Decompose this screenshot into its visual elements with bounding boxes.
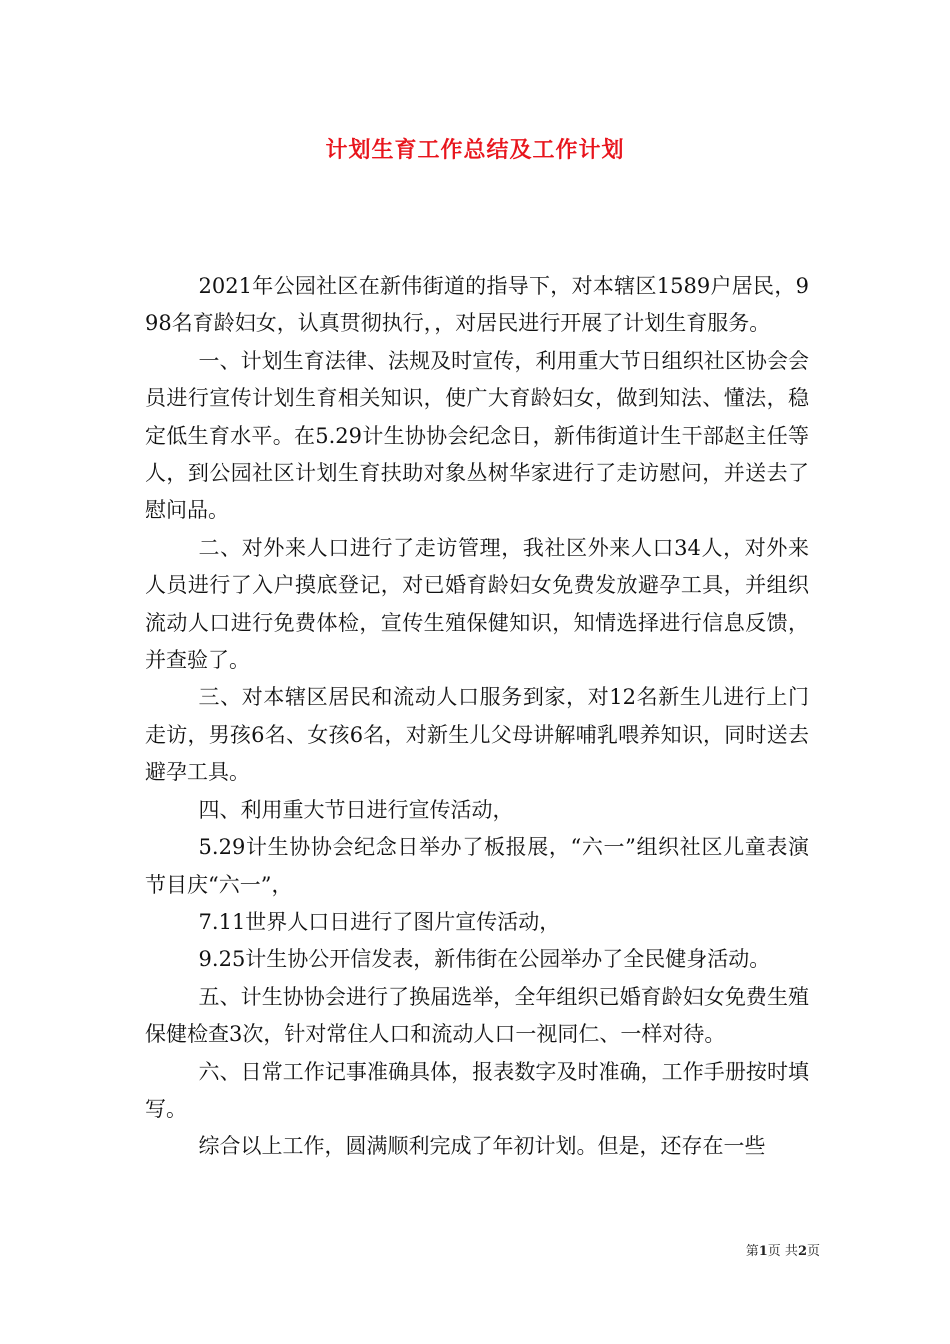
footer-prefix: 第 — [745, 1244, 759, 1259]
document-body — [145, 268, 809, 1166]
paragraph-summary: 综合以上工作，圆满顺利完成了年初计划。但是，还存在一些 — [198, 1134, 766, 1159]
document-title: 计划生育工作总结及工作计划 — [325, 137, 625, 163]
footer-current-page: 1 — [758, 1244, 768, 1259]
paragraph-event-711: 7.11世界人口日进行了图片宣传活动， — [198, 909, 561, 934]
paragraph-intro: 2021年公园社区在新伟街道的指导下，对本辖区1589户居民，998名育龄妇女，认真贯彻执行，，对居民进行开展了计划生育服务。 — [145, 274, 809, 336]
footer-total-pages: 2 — [797, 1244, 807, 1259]
paragraph-section-6: 六、日常工作记事准确具体，报表数字及时准确，工作手册按时填写。 — [145, 1059, 809, 1121]
footer-suffix: 页 — [806, 1244, 820, 1259]
paragraph-section-5: 五、计生协协会进行了换届选举，全年组织已婚育龄妇女免费生殖保健检查3次，针对常住人口和流动人口一视同仁、一样对待。 — [145, 984, 809, 1047]
paragraph-event-925: 9.25计生协公开信发表，新伟街在公园举办了全民健身活动。 — [198, 947, 771, 972]
paragraph-section-1: 一、计划生育法律、法规及时宣传，利用重大节日组织社区协会会员进行宣传计划生育相关知识，使广大育龄妇女，做到知法、懂法，稳定低生育水平。在5.29计生协协会纪念日，新伟街道计生干部赵主任等人，到公园社区计划生育扶助对象丛树华家进行了走访慰问，并送去了慰问品。 — [145, 348, 809, 523]
paragraph-section-2: 二、对外来人口进行了走访管理，我社区外来人口34人，对外来人员进行了入户摸底登记，对已婚育龄妇女免费发放避孕工具，并组织流动人口进行免费体检，宣传生殖保健知识，知情选择进行信息反馈，并查验了。 — [145, 535, 809, 673]
footer-middle: 页 共 — [767, 1244, 798, 1259]
paragraph-section-3: 三、对本辖区居民和流动人口服务到家，对12名新生儿进行上门走访，男孩6名、女孩6名，对新生儿父母讲解哺乳喂养知识，同时送去避孕工具。 — [145, 685, 809, 785]
paragraph-event-529: 5.29计生协协会纪念日举办了板报展，“六一”组织社区儿童表演节目庆“六一”， — [145, 835, 809, 897]
page-number-footer — [700, 1243, 820, 1261]
paragraph-section-4: 四、利用重大节日进行宣传活动， — [198, 797, 514, 822]
